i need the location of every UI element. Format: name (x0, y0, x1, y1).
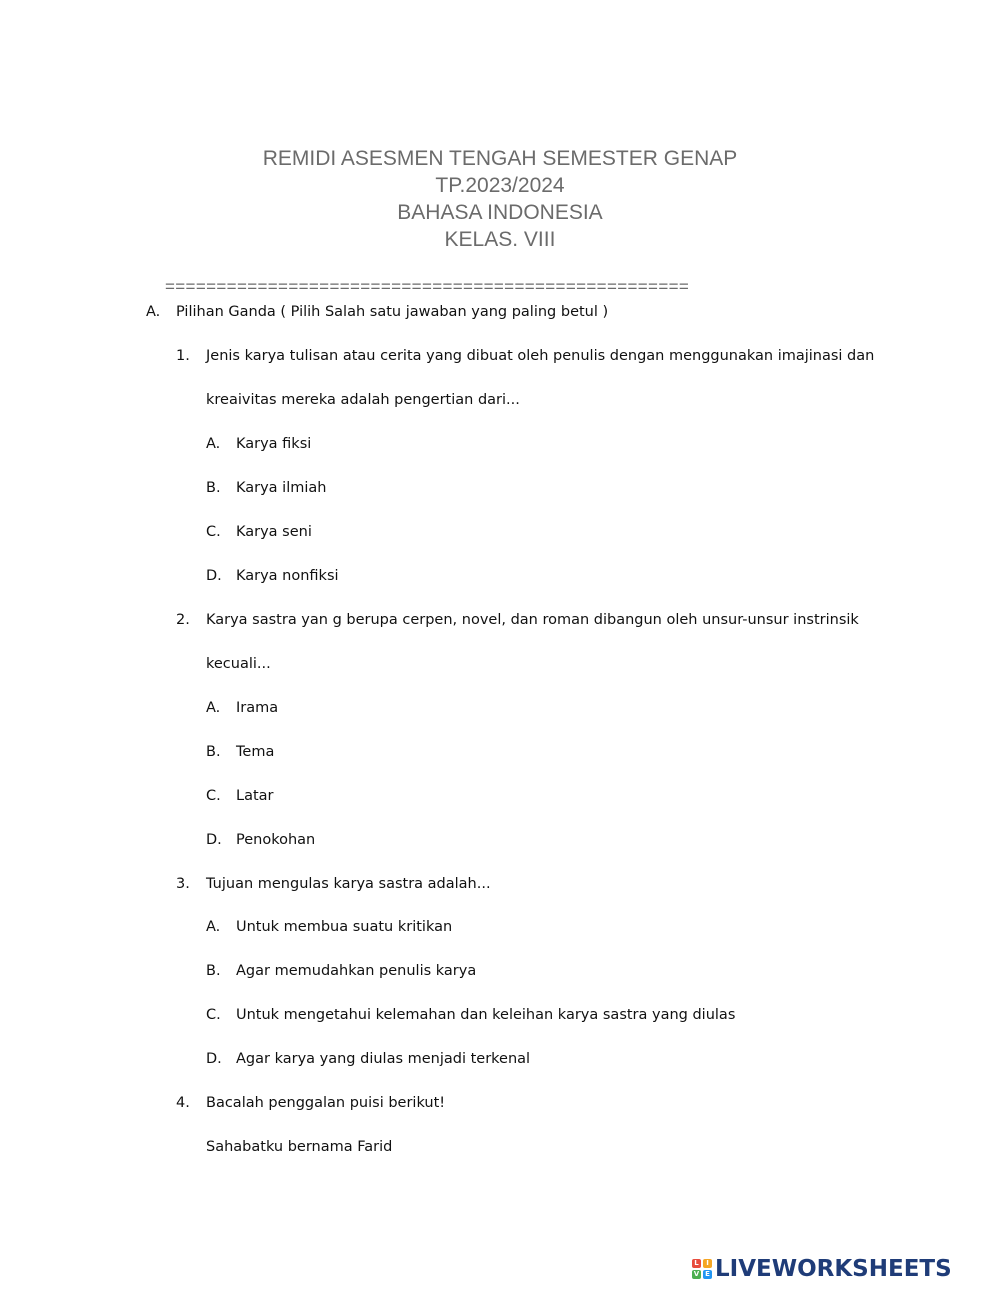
question-1-text: Jenis karya tulisan atau cerita yang dibuat oleh penulis dengan menggunakan imajinasi dan (206, 348, 875, 364)
liveworksheets-logo-mark (692, 1259, 712, 1279)
question-2-number: 2. (176, 612, 190, 628)
question-2-text-cont: kecuali... (206, 656, 271, 672)
q2-option-d-letter[interactable]: D. (206, 832, 222, 848)
q3-option-a[interactable]: Untuk membua suatu kritikan (236, 919, 453, 935)
q1-option-a-letter[interactable]: A. (206, 436, 221, 452)
q3-option-d[interactable]: Agar karya yang diulas menjadi terkenal (236, 1051, 531, 1067)
question-4-number: 4. (176, 1095, 190, 1111)
q2-option-a[interactable]: Irama (236, 700, 279, 716)
question-3-text: Tujuan mengulas karya sastra adalah... (206, 876, 491, 892)
header-title: REMIDI ASESMEN TENGAH SEMESTER GENAP (262, 147, 738, 170)
logo-tile-i: I (703, 1259, 712, 1268)
section-title: Pilihan Ganda ( Pilih Salah satu jawaban yang paling betul ) (176, 304, 609, 320)
q3-option-c-letter[interactable]: C. (206, 1007, 221, 1023)
question-4-text: Bacalah penggalan puisi berikut! (206, 1095, 446, 1111)
q3-option-c[interactable]: Untuk mengetahui kelemahan dan keleihan karya sastra yang diulas (236, 1007, 736, 1023)
poem-line-1: Sahabatku bernama Farid (206, 1139, 393, 1155)
document-header (0, 145, 1000, 253)
question-1-number: 1. (176, 348, 190, 364)
q2-option-c-letter[interactable]: C. (206, 788, 221, 804)
q1-option-d[interactable]: Karya nonfiksi (236, 568, 339, 584)
q1-option-d-letter[interactable]: D. (206, 568, 222, 584)
q1-option-b-letter[interactable]: B. (206, 480, 221, 496)
logo-tile-e: E (703, 1270, 712, 1279)
header-subject: BAHASA INDONESIA (397, 201, 603, 224)
q2-option-b[interactable]: Tema (236, 744, 275, 760)
section-marker: A. (146, 304, 161, 320)
liveworksheets-logo[interactable] (692, 1254, 952, 1284)
q2-option-d[interactable]: Penokohan (236, 832, 316, 848)
liveworksheets-wordmark: LIVEWORKSHEETS (715, 1256, 952, 1282)
q3-option-b-letter[interactable]: B. (206, 963, 221, 979)
header-divider: =================================================== (165, 277, 690, 296)
q1-option-a[interactable]: Karya fiksi (236, 436, 312, 452)
q3-option-b[interactable]: Agar memudahkan penulis karya (236, 963, 477, 979)
q2-option-c[interactable]: Latar (236, 788, 274, 804)
header-class: KELAS. VIII (444, 228, 556, 251)
question-1-text-cont: kreaivitas mereka adalah pengertian dari... (206, 392, 520, 408)
q3-option-d-letter[interactable]: D. (206, 1051, 222, 1067)
q1-option-c[interactable]: Karya seni (236, 524, 312, 540)
logo-tile-v: V (693, 1270, 700, 1278)
q1-option-c-letter[interactable]: C. (206, 524, 221, 540)
question-3-number: 3. (176, 876, 190, 892)
q2-option-b-letter[interactable]: B. (206, 744, 221, 760)
header-school-year: TP.2023/2024 (435, 174, 565, 197)
logo-tile-l: L (692, 1259, 701, 1268)
q2-option-a-letter[interactable]: A. (206, 700, 221, 716)
q3-option-a-letter[interactable]: A. (206, 919, 221, 935)
question-2-text: Karya sastra yan g berupa cerpen, novel, dan roman dibangun oleh unsur-unsur instrinsik (206, 612, 859, 628)
q1-option-b[interactable]: Karya ilmiah (236, 480, 327, 496)
